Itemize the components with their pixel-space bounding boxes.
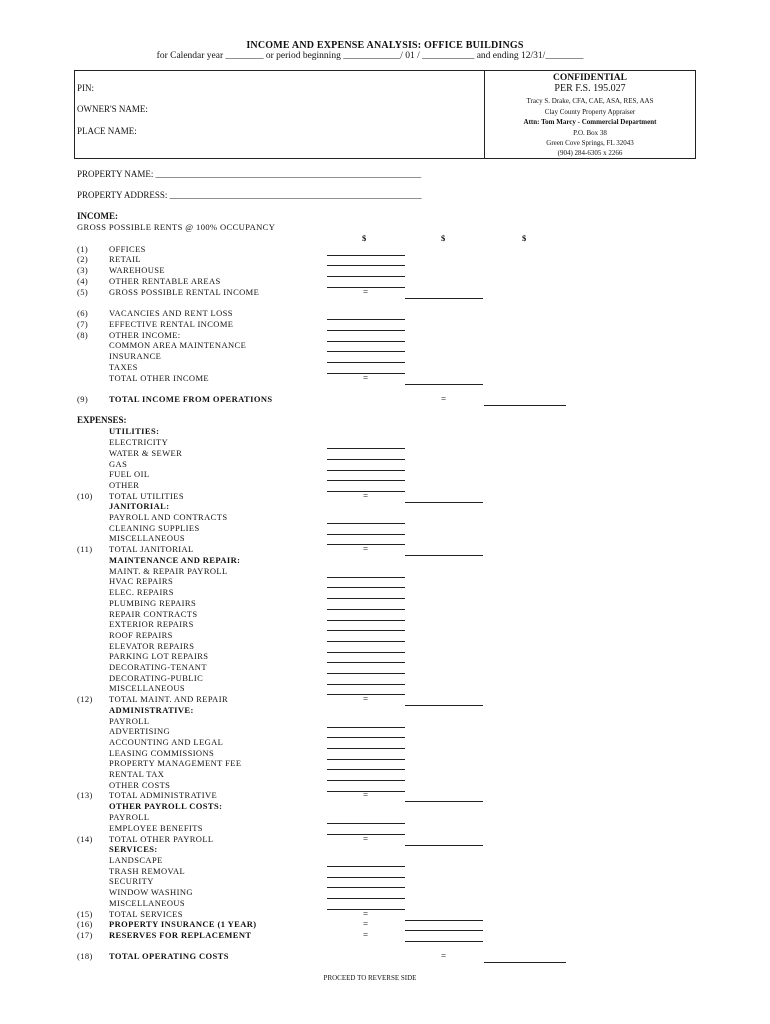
- line-label: OFFICES: [109, 244, 146, 254]
- line-label: WATER & SEWER: [109, 448, 183, 458]
- equals-sign: =: [441, 951, 447, 961]
- line-label: OTHER COSTS: [109, 780, 171, 790]
- line-label: MISCELLANEOUS: [109, 533, 186, 543]
- amount-entry-line[interactable]: [327, 609, 405, 610]
- line-number: (10): [77, 491, 93, 501]
- line-label: UTILITIES:: [109, 426, 160, 436]
- line-label: GROSS POSSIBLE RENTAL INCOME: [109, 287, 260, 297]
- amount-entry-line[interactable]: [327, 748, 405, 749]
- line-label: FUEL OIL: [109, 469, 150, 479]
- equals-sign: =: [363, 909, 369, 919]
- line-label: EMPLOYEE BENEFITS: [109, 823, 203, 833]
- line-label: EXTERIOR REPAIRS: [109, 619, 194, 629]
- identification-box: [74, 70, 696, 159]
- line-number: (4): [77, 276, 89, 286]
- line-number: (9): [77, 394, 89, 404]
- dollar-column-2: $: [441, 233, 446, 243]
- equals-sign: =: [363, 790, 369, 800]
- amount-entry-line[interactable]: [405, 845, 483, 846]
- place-name-field[interactable]: PLACE NAME:: [77, 126, 137, 136]
- line-number: (6): [77, 308, 89, 318]
- line-label: WINDOW WASHING: [109, 887, 193, 897]
- line-label: ADVERTISING: [109, 726, 171, 736]
- property-address-field[interactable]: PROPERTY ADDRESS: ________________________________________________________: [77, 190, 422, 200]
- amount-entry-line[interactable]: [327, 780, 405, 781]
- line-label: ELECTRICITY: [109, 437, 169, 447]
- line-label: GAS: [109, 459, 128, 469]
- amount-entry-line[interactable]: [327, 319, 405, 320]
- amount-entry-line[interactable]: [327, 759, 405, 760]
- amount-entry-line[interactable]: [327, 448, 405, 449]
- amount-entry-line[interactable]: [327, 630, 405, 631]
- line-label: LANDSCAPE: [109, 855, 163, 865]
- form-title: INCOME AND EXPENSE ANALYSIS: OFFICE BUILDINGS: [246, 40, 524, 51]
- line-label: DECORATING-PUBLIC: [109, 673, 204, 683]
- amount-entry-line[interactable]: [327, 341, 405, 342]
- appraiser-name: Tracy S. Drake, CFA, CAE, ASA, RES, AAS: [526, 97, 654, 105]
- line-label: TOTAL MAINT. AND REPAIR: [109, 694, 229, 704]
- amount-entry-line[interactable]: [327, 769, 405, 770]
- dollar-column-1: $: [362, 233, 367, 243]
- line-label: REPAIR CONTRACTS: [109, 609, 198, 619]
- line-label: ACCOUNTING AND LEGAL: [109, 737, 224, 747]
- gross-rents-caption: GROSS POSSIBLE RENTS @ 100% OCCUPANCY: [77, 222, 276, 232]
- amount-entry-line[interactable]: [327, 459, 405, 460]
- line-number: (5): [77, 287, 89, 297]
- line-label: OTHER: [109, 480, 140, 490]
- line-label: PROPERTY INSURANCE (1 YEAR): [109, 919, 257, 929]
- line-label: TOTAL OTHER PAYROLL: [109, 834, 214, 844]
- line-label: TOTAL OPERATING COSTS: [109, 951, 229, 961]
- amount-entry-line[interactable]: [405, 298, 483, 299]
- line-number: (7): [77, 319, 89, 329]
- owner-name-field[interactable]: OWNER'S NAME:: [77, 104, 148, 114]
- equals-sign: =: [363, 544, 369, 554]
- amount-entry-line[interactable]: [327, 534, 405, 535]
- line-number: (8): [77, 330, 89, 340]
- statute-label: PER F.S. 195.027: [554, 83, 626, 94]
- line-label: ROOF REPAIRS: [109, 630, 173, 640]
- line-label: JANITORIAL:: [109, 501, 170, 511]
- amount-entry-line[interactable]: [327, 587, 405, 588]
- line-label: SECURITY: [109, 876, 154, 886]
- equals-sign: =: [363, 919, 369, 929]
- line-label: RESERVES FOR REPLACEMENT: [109, 930, 252, 940]
- amount-entry-line[interactable]: [327, 727, 405, 728]
- amount-entry-line[interactable]: [327, 276, 405, 277]
- line-number: (3): [77, 265, 89, 275]
- line-number: (1): [77, 244, 89, 254]
- amount-entry-line[interactable]: [327, 265, 405, 266]
- line-number: (17): [77, 930, 93, 940]
- line-label: ELEVATOR REPAIRS: [109, 641, 195, 651]
- income-heading: INCOME:: [77, 211, 118, 221]
- line-label: TOTAL ADMINISTRATIVE: [109, 790, 218, 800]
- amount-entry-line[interactable]: [327, 877, 405, 878]
- amount-entry-line[interactable]: [327, 362, 405, 363]
- amount-entry-line[interactable]: [405, 920, 483, 921]
- period-line: for Calendar year ________ or period beginning ____________/ 01 / ___________ and ending 12/31/________: [156, 51, 584, 61]
- amount-entry-line[interactable]: [484, 962, 566, 963]
- line-number: (2): [77, 254, 89, 264]
- amount-entry-line[interactable]: [327, 620, 405, 621]
- line-label: VACANCIES AND RENT LOSS: [109, 308, 233, 318]
- line-label: CLEANING SUPPLIES: [109, 523, 200, 533]
- line-label: DECORATING-TENANT: [109, 662, 207, 672]
- line-label: TOTAL OTHER INCOME: [109, 373, 210, 383]
- amount-entry-line[interactable]: [327, 823, 405, 824]
- line-label: TRASH REMOVAL: [109, 866, 186, 876]
- line-number: (18): [77, 951, 93, 961]
- line-label: PROPERTY MANAGEMENT FEE: [109, 758, 242, 768]
- property-name-field[interactable]: PROPERTY NAME: ___________________________________________________________: [77, 169, 422, 179]
- amount-entry-line[interactable]: [327, 351, 405, 352]
- equals-sign: =: [363, 834, 369, 844]
- line-label: OTHER INCOME:: [109, 330, 181, 340]
- po-box: P.O. Box 38: [573, 129, 607, 137]
- expenses-heading: EXPENSES:: [77, 415, 127, 425]
- equals-sign: =: [363, 373, 369, 383]
- amount-entry-line[interactable]: [327, 737, 405, 738]
- amount-entry-line[interactable]: [327, 684, 405, 685]
- line-label: PAYROLL: [109, 812, 150, 822]
- line-label: OTHER PAYROLL COSTS:: [109, 801, 223, 811]
- confidential-label: CONFIDENTIAL: [553, 73, 627, 83]
- line-number: (11): [77, 544, 93, 554]
- amount-entry-line[interactable]: [327, 255, 405, 256]
- phone-line: (904) 284-6305 x 2266: [557, 149, 623, 157]
- line-label: TOTAL JANITORIAL: [109, 544, 194, 554]
- line-label: HVAC REPAIRS: [109, 576, 174, 586]
- equals-sign: =: [363, 287, 369, 297]
- amount-entry-line[interactable]: [327, 577, 405, 578]
- line-label: COMMON AREA MAINTENANCE: [109, 340, 247, 350]
- amount-entry-line[interactable]: [327, 866, 405, 867]
- equals-sign: =: [441, 394, 447, 404]
- line-label: TOTAL SERVICES: [109, 909, 183, 919]
- line-label: TOTAL UTILITIES: [109, 491, 184, 501]
- amount-entry-line[interactable]: [484, 405, 566, 406]
- line-number: (15): [77, 909, 93, 919]
- line-label: ELEC. REPAIRS: [109, 587, 174, 597]
- line-label: MAINTENANCE AND REPAIR:: [109, 555, 241, 565]
- pin-field[interactable]: PIN:: [77, 83, 95, 93]
- line-label: INSURANCE: [109, 351, 162, 361]
- line-label: MISCELLANEOUS: [109, 898, 186, 908]
- line-label: EFFECTIVE RENTAL INCOME: [109, 319, 234, 329]
- line-label: OTHER RENTABLE AREAS: [109, 276, 221, 286]
- line-label: SERVICES:: [109, 844, 158, 854]
- amount-entry-line[interactable]: [327, 598, 405, 599]
- amount-entry-line[interactable]: [327, 330, 405, 331]
- line-label: LEASING COMMISSIONS: [109, 748, 215, 758]
- footer-note: PROCEED TO REVERSE SIDE: [323, 974, 417, 982]
- line-number: (16): [77, 919, 93, 929]
- amount-entry-line[interactable]: [327, 887, 405, 888]
- amount-entry-line[interactable]: [327, 652, 405, 653]
- amount-entry-line[interactable]: [405, 384, 483, 385]
- line-label: RETAIL: [109, 254, 141, 264]
- line-label: TOTAL INCOME FROM OPERATIONS: [109, 394, 273, 404]
- amount-entry-line[interactable]: [405, 502, 483, 503]
- dollar-column-3: $: [522, 233, 527, 243]
- equals-sign: =: [363, 930, 369, 940]
- line-label: PAYROLL AND CONTRACTS: [109, 512, 228, 522]
- amount-entry-line[interactable]: [327, 898, 405, 899]
- line-number: (14): [77, 834, 93, 844]
- amount-entry-line[interactable]: [405, 930, 483, 931]
- line-label: ADMINISTRATIVE:: [109, 705, 194, 715]
- city-line: Green Cove Springs, FL 32043: [546, 139, 634, 147]
- attention-line: Attn: Tom Marcy - Commercial Department: [523, 118, 657, 126]
- amount-entry-line[interactable]: [327, 480, 405, 481]
- amount-entry-line[interactable]: [327, 662, 405, 663]
- equals-sign: =: [363, 491, 369, 501]
- amount-entry-line[interactable]: [405, 705, 483, 706]
- amount-entry-line[interactable]: [327, 641, 405, 642]
- line-label: WAREHOUSE: [109, 265, 166, 275]
- line-label: PARKING LOT REPAIRS: [109, 651, 209, 661]
- line-label: MAINT. & REPAIR PAYROLL: [109, 566, 228, 576]
- line-label: PLUMBING REPAIRS: [109, 598, 197, 608]
- amount-entry-line[interactable]: [327, 523, 405, 524]
- line-label: RENTAL TAX: [109, 769, 165, 779]
- equals-sign: =: [363, 694, 369, 704]
- line-label: TAXES: [109, 362, 138, 372]
- amount-entry-line[interactable]: [405, 555, 483, 556]
- line-number: (12): [77, 694, 93, 704]
- amount-entry-line[interactable]: [405, 941, 483, 942]
- amount-entry-line[interactable]: [405, 801, 483, 802]
- amount-entry-line[interactable]: [327, 673, 405, 674]
- line-label: PAYROLL: [109, 716, 150, 726]
- amount-entry-line[interactable]: [327, 470, 405, 471]
- appraiser-office: Clay County Property Appraiser: [544, 108, 636, 116]
- line-label: MISCELLANEOUS: [109, 683, 186, 693]
- line-number: (13): [77, 790, 93, 800]
